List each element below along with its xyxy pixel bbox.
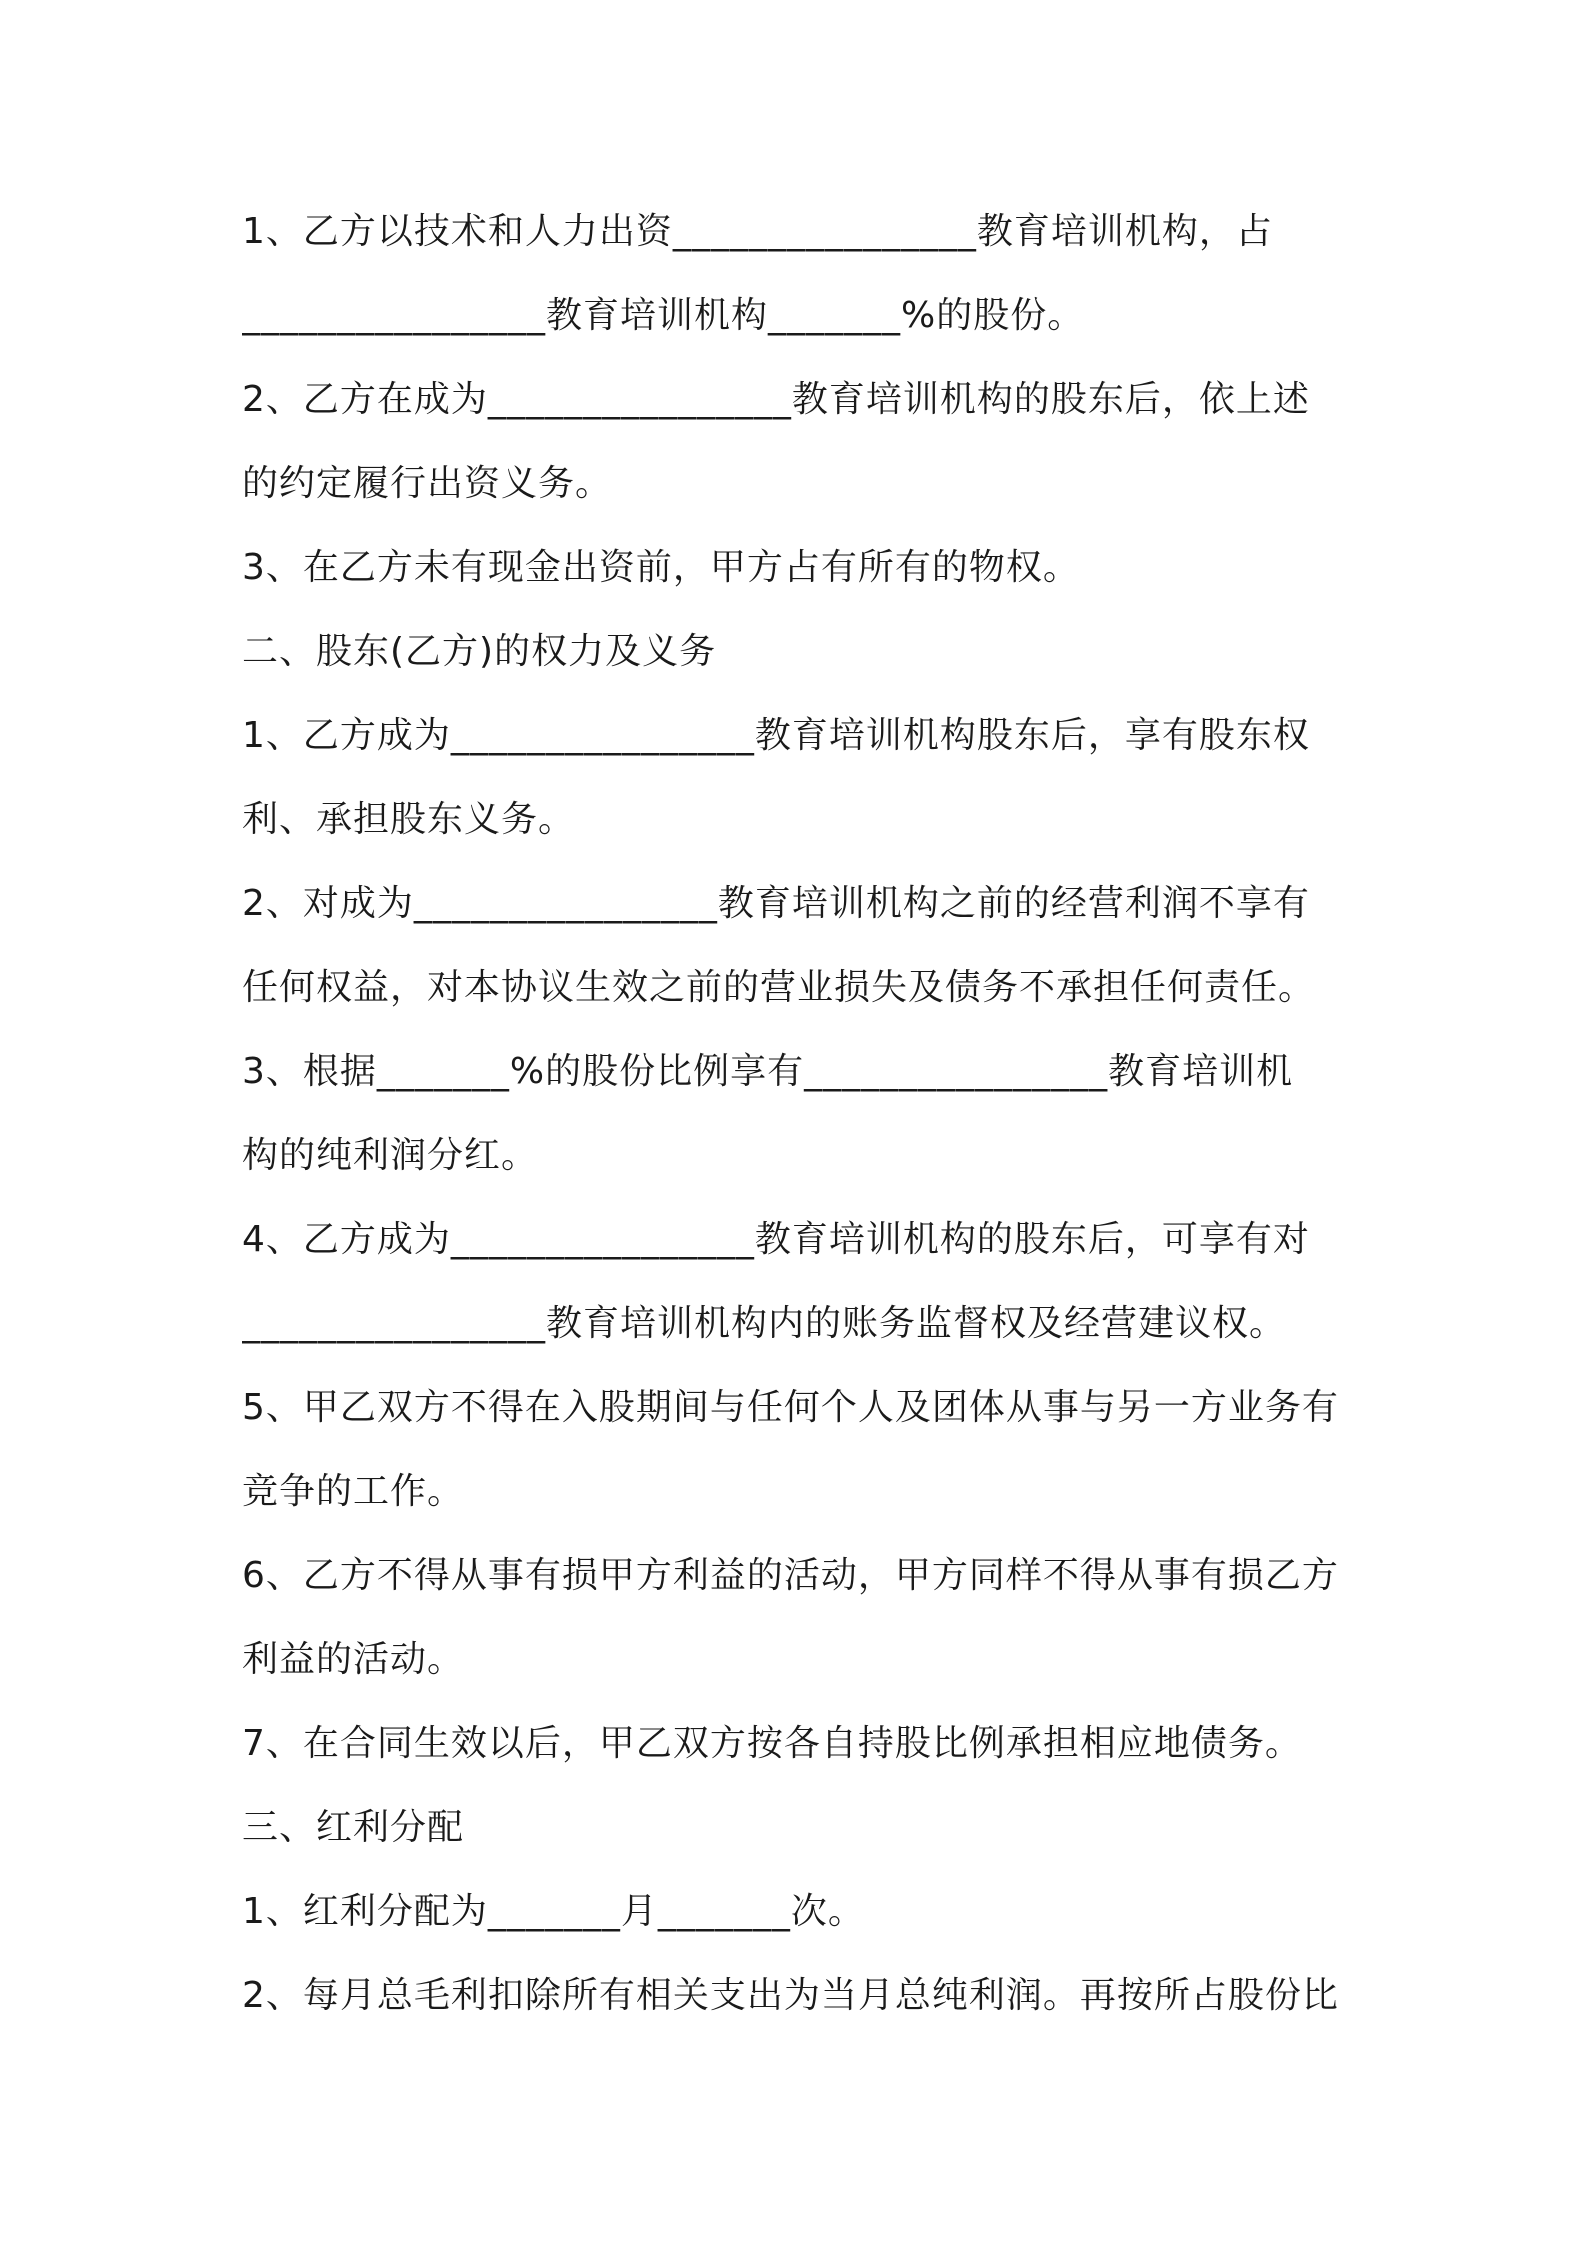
text-line-9: 2、对成为________________教育培训机构之前的经营利润不享有	[242, 883, 1310, 924]
text-line-13: 4、乙方成为________________教育培训机构的股东后，可享有对	[242, 1219, 1310, 1260]
text-line-1: 1、乙方以技术和人力出资________________教育培训机构，占	[242, 211, 1273, 252]
text-line-14: ________________教育培训机构内的账务监督权及经营建议权。	[242, 1303, 1287, 1344]
section-heading-2: 二、股东(乙方)的权力及义务	[242, 631, 717, 672]
text-line-5: 3、在乙方未有现金出资前，甲方占有所有的物权。	[242, 547, 1080, 588]
text-line-19: 7、在合同生效以后，甲乙双方按各自持股比例承担相应地债务。	[242, 1723, 1302, 1764]
section-heading-3: 三、红利分配	[242, 1807, 465, 1848]
text-line-16: 竞争的工作。	[242, 1471, 465, 1512]
text-line-12: 构的纯利润分红。	[242, 1135, 539, 1176]
text-line-2: ________________教育培训机构_______%的股份。	[242, 295, 1085, 336]
text-line-18: 利益的活动。	[242, 1639, 465, 1680]
text-line-4: 的约定履行出资义务。	[242, 463, 613, 504]
text-line-17: 6、乙方不得从事有损甲方利益的活动，甲方同样不得从事有损乙方	[242, 1555, 1339, 1596]
text-line-10: 任何权益，对本协议生效之前的营业损失及债务不承担任何责任。	[242, 967, 1316, 1008]
text-line-22: 2、每月总毛利扣除所有相关支出为当月总纯利润。再按所占股份比	[242, 1975, 1339, 2016]
text-line-8: 利、承担股东义务。	[242, 799, 576, 840]
document-body	[242, 190, 1352, 2038]
text-line-11: 3、根据_______%的股份比例享有________________教育培训机	[242, 1051, 1294, 1092]
text-line-15: 5、甲乙双方不得在入股期间与任何个人及团体从事与另一方业务有	[242, 1387, 1339, 1428]
text-line-21: 1、红利分配为_______月_______次。	[242, 1891, 865, 1932]
text-line-7: 1、乙方成为________________教育培训机构股东后，享有股东权	[242, 715, 1310, 756]
text-line-3: 2、乙方在成为________________教育培训机构的股东后，依上述	[242, 379, 1310, 420]
